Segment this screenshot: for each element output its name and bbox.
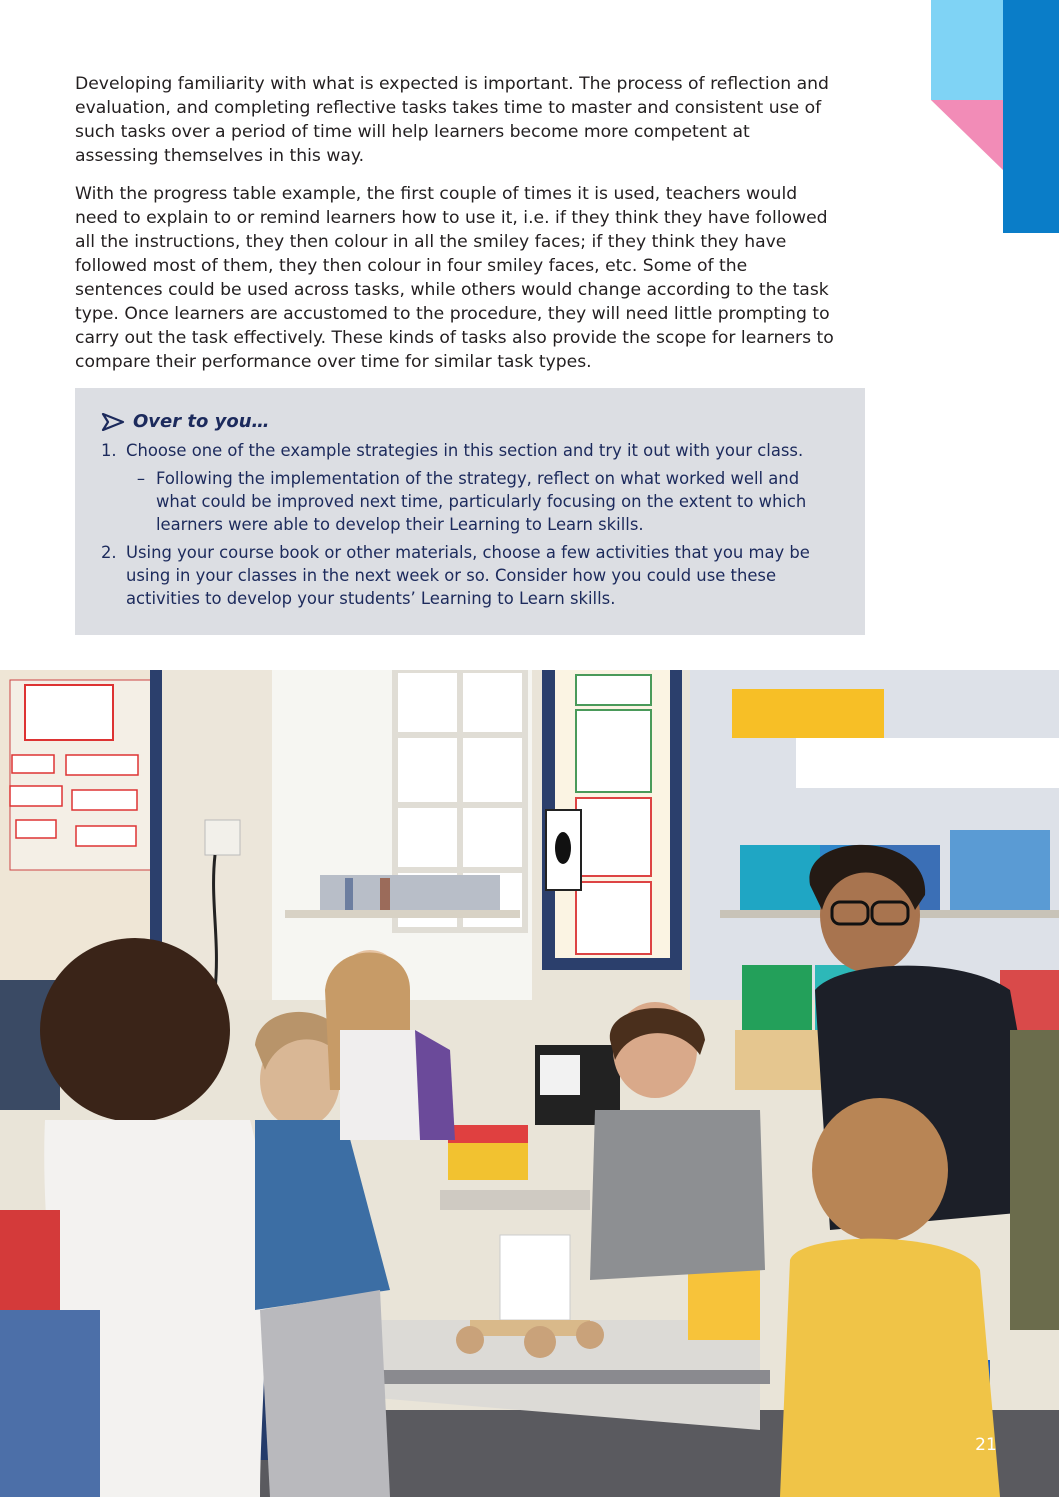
list-item — [101, 541, 841, 610]
corner-decoration-blue — [1003, 0, 1059, 233]
list-number: 1. — [101, 441, 117, 460]
list-item — [101, 439, 841, 462]
paragraph: Developing familiarity with what is expected is important. The process of reflection and evaluation, and completing reflective tasks takes time to master and consistent use of such tasks over a period of time will help learners become more competent at assessing themselves in this way. — [75, 74, 829, 166]
body-text — [75, 72, 835, 388]
arrow-icon — [101, 413, 125, 431]
corner-decoration-light-blue — [931, 0, 1003, 100]
paragraph: With the progress table example, the first couple of times it is used, teachers would need to explain to or remind learners how to use it, i.e. if they think they have followed all the instructions, they then colour in all the smiley faces; if they think they have followed most of them, they then colour in four smiley faces, etc. Some of the sentences could be used across tasks, while others would change according to the task type. Once learners are accustomed to the procedure, they will need little prompting to carry out the task effectively. These kinds of tasks also provide the scope for learners to compare their performance over time for similar task types. — [75, 184, 834, 372]
sub-list-item — [126, 467, 841, 536]
corner-decoration-pink — [931, 100, 1003, 170]
box-header — [101, 410, 841, 433]
list-number: 2. — [101, 543, 117, 562]
over-to-you-box — [75, 388, 865, 635]
sub-list-text: Following the implementation of the strategy, reflect on what worked well and what could be improved next time, particularly focusing on the extent to which learners were able to develop their Learning to Learn skills. — [156, 469, 807, 534]
photo-accent-white — [796, 738, 1059, 788]
photo-accent-yellow — [732, 689, 884, 738]
page-number: 21 — [975, 1435, 997, 1455]
list-text: Choose one of the example strategies in this section and try it out with your class. — [126, 441, 804, 460]
list-text: Using your course book or other materials, choose a few activities that you may be using in your classes in the next week or so. Consider how you could use these activities to develop your students’ Learning to Learn skills. — [126, 543, 810, 608]
box-title: Over to you… — [133, 411, 270, 432]
dash-marker: – — [136, 469, 146, 488]
classroom-photo — [0, 670, 1059, 1497]
